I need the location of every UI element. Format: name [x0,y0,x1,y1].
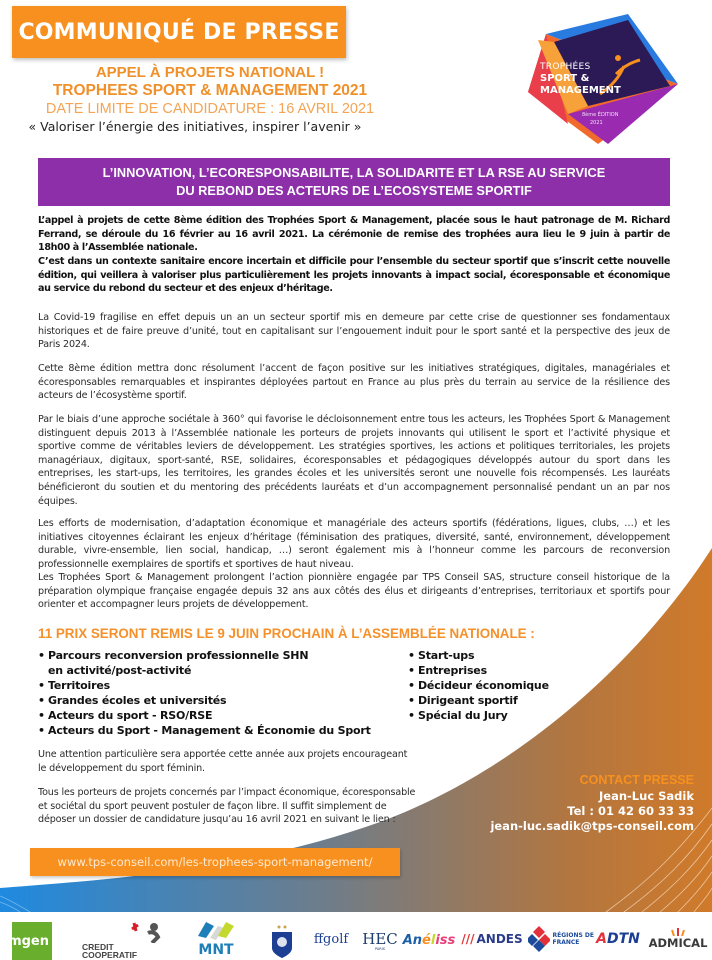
contact-name: Jean-Luc Sadik [599,789,694,803]
logo-text-edition: 8ème ÉDITION [582,112,619,118]
context-paragraph: C’est dans un contexte sanitaire encore incertain et difficile pour l’ensemble du secteur sportif que s’inscrit cette nouvelle édition, qui veillera à valoriser plus particulièrement les projets innovants à impact social, écoresponsable et économique au service du rebond du secteur et des enjeux d’héritage. [38,256,670,295]
efforts-paragraph: Les efforts de modernisation, d’adaptation économique et managériale des acteurs sportifs (fédérations, ligues, clubs, …) et les initiatives citoyennes éclairant les enjeux d’héritage (féminisation des pratiques, diversité, santé, environnement, développement durable, vivre-ensemble, lien social, handicap, …) seront également mis à l’honneur comme les parcours de reconversion professionnelle exemplaires de sportifs et sportives de haut niveau. [38,518,670,570]
prize-item: • Entreprises [408,663,608,678]
headline-line-2: DU REBOND DES ACTEURS DE L’ECOSYSTEME SPORTIF [176,183,532,198]
prize-item-continuation: en activité/post-activité [48,664,192,677]
logo-text-sport: SPORT & [540,73,590,84]
sponsor-mnt-logo [190,916,242,960]
press-release-title: COMMUNIQUÉ DE PRESSE [18,19,340,45]
call-for-projects-title: APPEL À PROJETS NATIONAL ! [95,64,325,81]
sponsor-aneliss-logo [402,928,456,952]
header-titles [28,64,380,135]
tagline: « Valoriser l’énergie des initiatives, inspirer l’avenir » [28,119,362,134]
edition-paragraph: Cette 8ème édition mettra donc résolument l’accent de façon positive sur les initiatives stratégiques, digitales, managériales et écoresponsables remarquables et inspirantes déployées partout en France au plus près du terrain au service de la résilience des acteurs de l’écosystème sportif. [38,363,670,402]
headline-line-1: L’INNOVATION, L’ECORESPONSABILITE, LA SOLIDARITE ET LA RSE AU SERVICE [102,165,606,180]
sponsor-logos [0,912,712,960]
sponsor-mgen-logo [8,922,52,960]
prize-list-right [408,648,608,723]
prize-item: • Grandes écoles et universités [38,693,398,708]
approach-paragraph: Par le biais d’une approche sociétale à 360° qui favorise le décloisonnement entre tous les acteurs, les Trophées Sport & Management distinguent depuis 2013 à l’Assemblée nationale les porteurs de projets innovants qui utilisent le sport et l’activité physique et sportive comme de véritables leviers de développement. Les stratégies sportives, les actions et politiques territoriales, les projets managériaux, digitaux, sport-santé, RSE, solidaires, écoresponsables et pédagogiques développés autour du sport dans les entreprises, les start-ups, les territoires, les grandes écoles et les universités seront une nouvelle fois récompensés. Les lauréats bénéficieront du soutien et du mentoring des précédents lauréats et d’un accompagnement personnalisé pendant un an par nos équipes. [38,414,670,507]
sponsor-hec-text: HEC [362,930,398,948]
sponsor-fff-logo [270,924,294,958]
sponsor-regions-text: RÉGIONS DE FRANCE [552,932,594,946]
press-release-banner [12,6,346,58]
logo-text-management: MANAGEMENT [540,85,621,96]
mnt-shapes-icon [196,918,236,942]
tps-paragraph: Les Trophées Sport & Management prolongent l’action pionnière engagée par TPS Conseil SAS, structure conseil historique de la préparation olympique française engagée depuis 32 ans aux côtés des élus et dirigeants d’entreprises, territoriaux et sportifs pour orienter et accompagner leurs projets de développement. [38,572,670,611]
feminine-sport-note: Une attention particulière sera apportée cette année aux projets encourageant le développement du sport féminin. [38,749,408,774]
application-note: Tous les porteurs de projets concernés par l’impact économique, écoresponsable et sociétal du sport peuvent postuler de façon libre. Il suffit simplement de déposer un dossier de candidature jusqu’au 16 avril 2021 en suivant le lien : [38,787,416,826]
intro-paragraph: L’appel à projets de cette 8ème édition des Trophées Sport & Management, placée sous le haut patronage de M. Richard Ferrand, se déroule du 16 février au 16 avril 2021. La cérémonie de remise des trophées aura lieu le 9 juin à partir de 18h00 à l’Assemblée nationale. [38,215,670,254]
press-contact [490,772,694,834]
sponsor-mnt-text: MNT [198,942,234,958]
contact-phone[interactable]: Tel : 01 42 60 33 33 [567,804,694,818]
prizes-title: 11 PRIX SERONT REMIS LE 9 JUIN PROCHAIN À L’ASSEMBLÉE NATIONALE : [38,626,535,641]
sponsor-aneliss-text: Anéliss [402,932,456,948]
admical-sparks-icon [668,928,688,936]
credit-cooperatif-figure-icon [126,921,166,943]
logo-text-year: 2021 [590,120,603,126]
deadline-text: DATE LIMITE DE CANDIDATURE : 16 AVRIL 2021 [45,101,375,117]
trophies-title: TROPHEES SPORT & MANAGEMENT 2021 [52,82,368,99]
headline-banner [38,158,670,206]
sponsor-regions-logo [526,924,598,954]
sponsor-admical-text: ADMICAL [648,936,708,950]
prize-item: • Acteurs du Sport - Management & Économie du Sport [38,723,398,738]
prize-item: • Dirigeant sportif [408,693,608,708]
sponsor-adtn-logo: A DTN [596,931,640,947]
regions-diamonds-icon [528,926,550,952]
trophees-logo [528,14,678,144]
prize-item: • Spécial du Jury [408,708,608,723]
sponsor-credit-cooperatif-text: CREDIT COOPERATIF [82,942,138,960]
sponsor-admical-logo [650,922,706,956]
sponsor-mgen-text: mgen [8,933,49,949]
prize-item: • Territoires [38,678,398,693]
sponsor-ffgolf-logo [306,928,356,950]
sponsor-hec-paris-text: PARIS [375,947,385,951]
prize-item: • Décideur économique [408,678,608,693]
prize-item: • Acteurs du sport - RSO/RSE [38,708,398,723]
sponsor-andes-logo [462,928,522,950]
logo-text-trophees: TROPHÉES [540,62,591,72]
sponsor-ffgolf-text: ffgolf [313,931,349,947]
sponsor-hec-logo [360,926,400,956]
andes-stripes-icon: /// [461,932,475,946]
sponsor-andes-text: ANDES [476,932,523,946]
prize-item: • Parcours reconversion professionnelle SHN [38,648,398,663]
application-link[interactable]: www.tps-conseil.com/les-trophees-sport-management/ [30,848,400,876]
contact-title: CONTACT PRESSE [579,773,694,787]
covid-paragraph: La Covid-19 fragilise en effet depuis un an un secteur sportif mis en demeure par cette crise de questionner ses fondamentaux historiques et de faire preuve d’unité, tout en capitalisant sur l’engouement induit pour le sport santé et la perspective des jeux de Paris 2024. [38,312,670,351]
contact-email[interactable]: jean-luc.sadik@tps-conseil.com [490,819,694,833]
fff-crest-icon [270,924,294,958]
prize-item: • Start-ups [408,648,608,663]
prize-list-left [38,648,398,738]
sponsor-credit-cooperatif-logo [82,920,162,960]
